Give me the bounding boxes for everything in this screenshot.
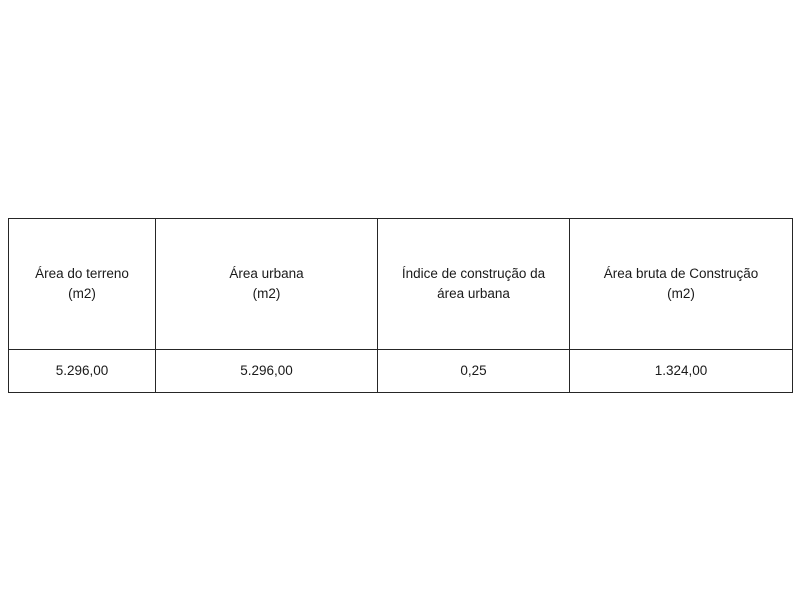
column-header-line-1: Área do terreno [35,266,129,282]
column-header-area-urbana [156,219,378,350]
table-cell-area-bruta-construcao: 1.324,00 [570,350,793,393]
column-header-line-2: área urbana [437,286,510,301]
column-header-line-2: (m2) [667,286,695,301]
table-header-row [9,219,793,350]
table-row [9,350,793,393]
column-header-line-2: (m2) [252,286,281,301]
table-cell-area-terreno: 5.296,00 [9,350,156,393]
table-container [8,218,792,393]
column-header-area-terreno [9,219,156,350]
column-header-indice-construcao [378,219,570,350]
table-cell-indice-construcao: 0,25 [378,350,570,393]
table-cell-area-urbana: 5.296,00 [156,350,378,393]
column-header-line-2: (m2) [68,286,96,301]
column-header-line-1: Área urbana [229,266,304,282]
column-header-line-1: Área bruta de Construção [603,266,759,282]
areas-table [8,218,793,393]
column-header-line-1: Índice de construção da [401,266,546,282]
column-header-area-bruta-construcao [570,219,793,350]
